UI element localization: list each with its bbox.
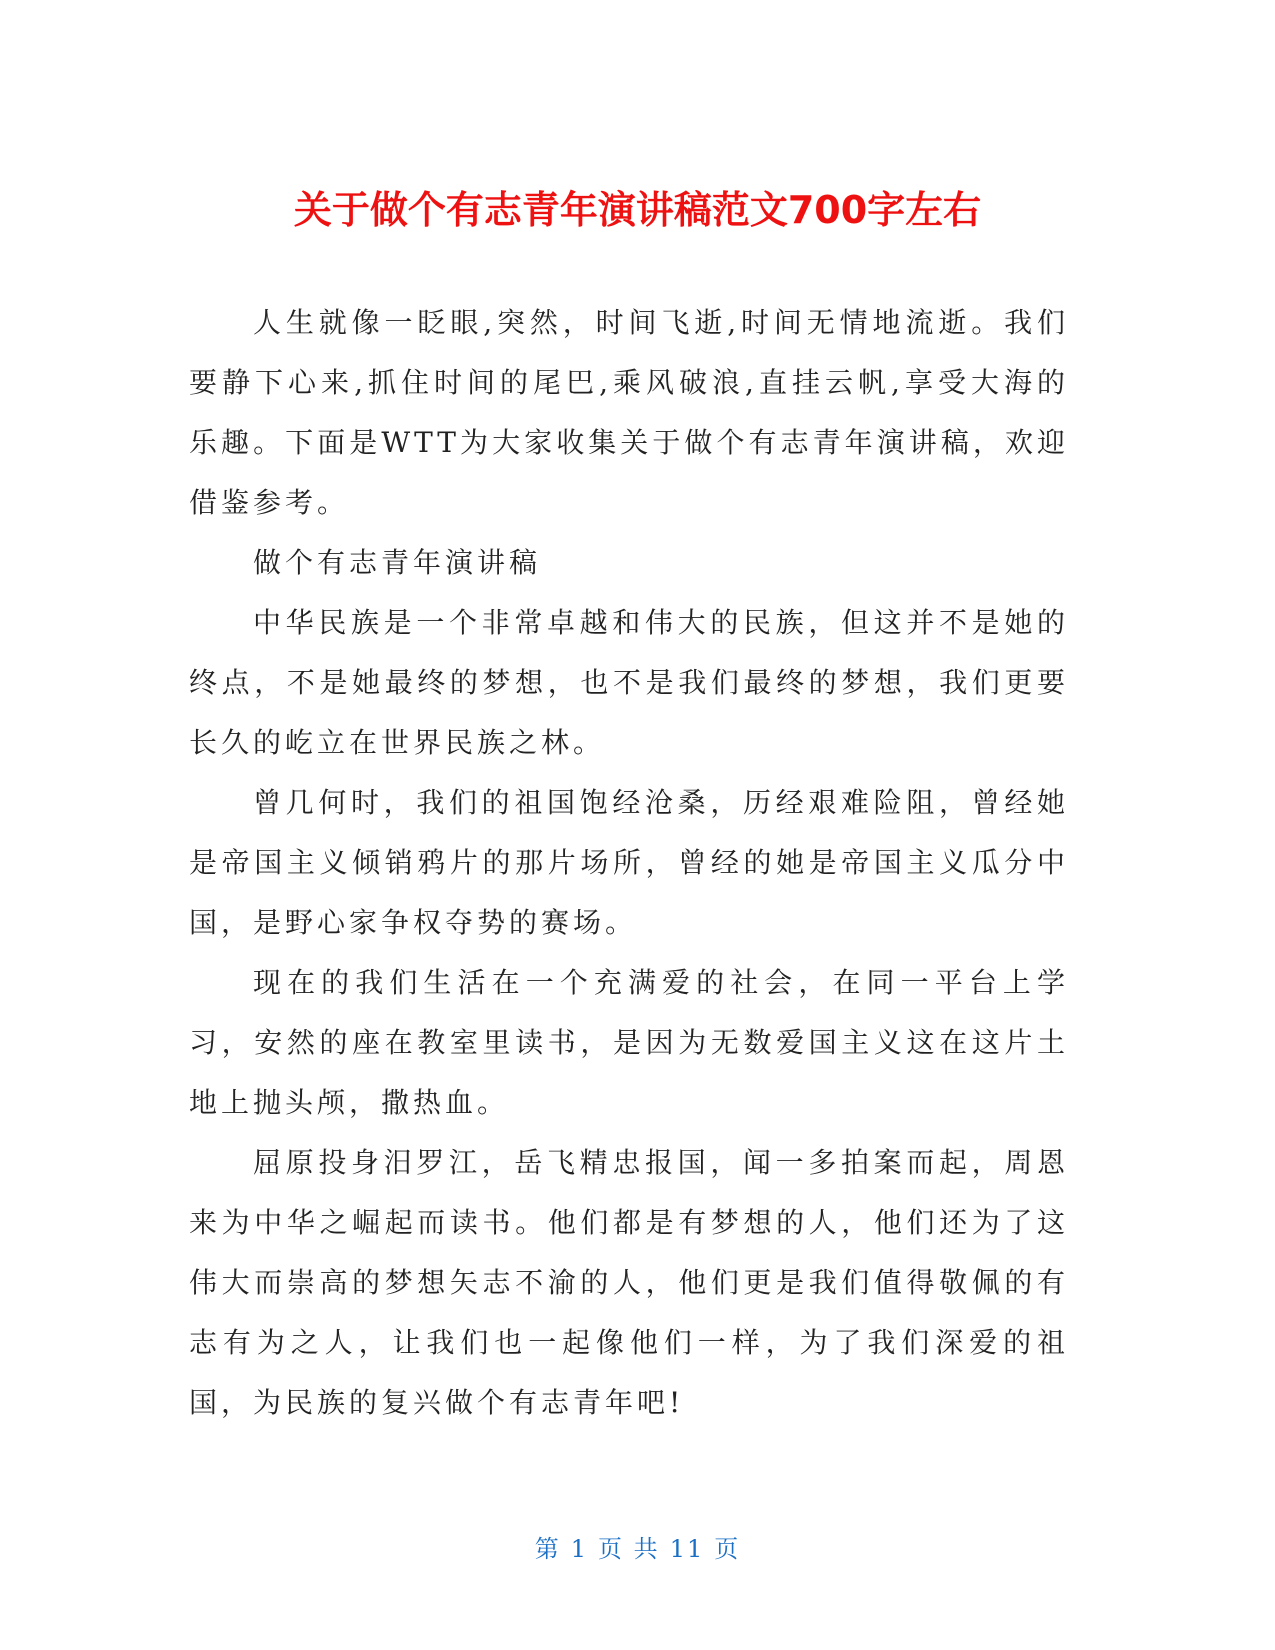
footer-prefix: 第 — [534, 1535, 561, 1563]
footer-total-pages: 11 — [669, 1535, 705, 1563]
footer-suffix: 页 — [714, 1535, 741, 1563]
document-title: 关于做个有志青年演讲稿范文700字左右 — [293, 188, 982, 233]
document-body — [189, 293, 1069, 1433]
footer-middle: 页 共 — [598, 1535, 660, 1563]
page-footer — [0, 1533, 1275, 1565]
body-paragraph: 曾几何时，我们的祖国饱经沧桑，历经艰难险阻，曾经她是帝国主义倾销鸦片的那片场所，曾经的她是帝国主义瓜分中国，是野心家争权夺势的赛场。 — [189, 786, 1069, 939]
section-heading: 做个有志青年演讲稿 — [253, 546, 542, 579]
body-paragraph: 现在的我们生活在一个充满爱的社会，在同一平台上学习，安然的座在教室里读书，是因为无数爱国主义这在这片土地上抛头颅，撒热血。 — [189, 966, 1069, 1119]
body-paragraph: 屈原投身汨罗江，岳飞精忠报国，闻一多拍案而起，周恩来为中华之崛起而读书。他们都是有梦想的人，他们还为了这伟大而崇高的梦想矢志不渝的人，他们更是我们值得敬佩的有志有为之人，让我们也一起像他们一样，为了我们深爱的祖国，为民族的复兴做个有志青年吧! — [189, 1146, 1069, 1419]
body-paragraph: 中华民族是一个非常卓越和伟大的民族，但这并不是她的终点，不是她最终的梦想，也不是我们最终的梦想，我们更要长久的屹立在世界民族之林。 — [189, 606, 1069, 759]
intro-paragraph: 人生就像一眨眼,突然，时间飞逝,时间无情地流逝。我们要静下心来,抓住时间的尾巴,乘风破浪,直挂云帆,享受大海的乐趣。下面是WTT为大家收集关于做个有志青年演讲稿，欢迎借鉴参考。 — [189, 306, 1069, 519]
footer-page-number: 1 — [570, 1535, 589, 1563]
